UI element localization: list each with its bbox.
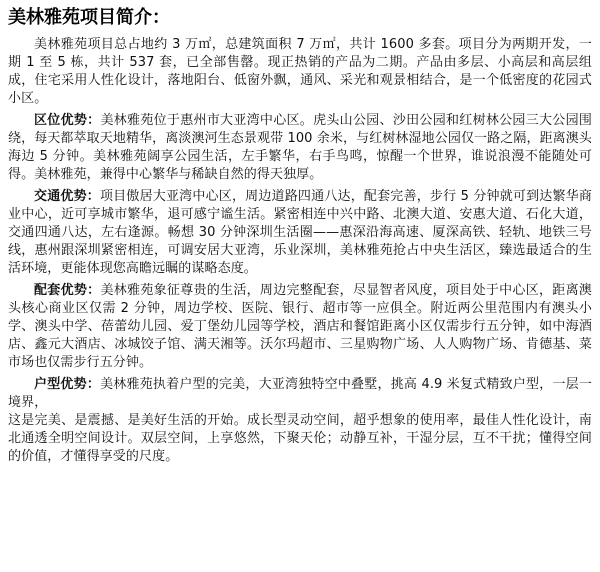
location-advantage-label: 区位优势： [34, 113, 101, 128]
amenities-advantage-text: 美林雅苑象征尊贵的生活，周边完整配套，尽显智者风度，项目处于中心区，距离澳头核心商业区仅需 2 分钟，周边学校、医院、银行、超市等一应俱全。附近两公里范围内有澳头小学、澳头中学、蓓蕾幼儿园、爱丁堡幼儿园等学校，酒店和餐馆距离小区仅需步行五分钟，如中海酒店、鑫元大酒店、冰城饺子馆、满天湘等。沃尔玛超市、三星购物广场、人人购物广场、肯德基、菜市场也仅需步行五分钟。 [8, 283, 592, 370]
document-title: 美林雅苑项目简介： [8, 7, 170, 28]
location-advantage-text: 美林雅苑位于惠州市大亚湾中心区。虎头山公园、沙田公园和红树林公园三大公园围绕，每天都萃取天地精华，离淡澳河生态景观带 100 余米，与红树林湿地公园仅一路之隔，距离澳头海边 5 分钟。美林雅苑阔享公园生活，左手繁华，右手鸟鸣，惊醒一个世界，谁说浪漫不能随处可得。美林雅苑，兼得中心繁华与稀缺自然的得天独厚。 [8, 113, 592, 182]
intro-paragraph: 美林雅苑项目总占地约 3 万㎡，总建筑面积 7 万㎡，共计 1600 多套。项目分为两期开发，一期 1 至 5 栋，共计 537 套，已全部售罄。现正热销的产品为二期。产品由多层、小高层和高层组成，住宅采用人性化设计，落地阳台、低窗外飘，通风、采光和观景相结合，是一个低密度的花园式小区。 [8, 37, 592, 106]
layout-advantage-text: 美林雅苑执着户型的完美，大亚湾独特空中叠墅，挑高 4.9 米复式精致户型，一层一境界， [8, 377, 592, 410]
transport-advantage-paragraph [8, 188, 592, 278]
amenities-advantage-paragraph [8, 282, 592, 372]
location-advantage-paragraph [8, 112, 592, 184]
amenities-advantage-label: 配套优势： [34, 283, 101, 298]
transport-advantage-text: 项目傲居大亚湾中心区，周边道路四通八达，配套完善，步行 5 分钟就可到达繁华商业中心，近可享城市繁华，退可感宁谧生活。紧密相连中兴中路、北澳大道、安惠大道、石化大道，交通四通八达，左右逢源。畅想 30 分钟深圳生活圈——惠深沿海高速、厦深高铁、轻轨、地铁三号线，惠州跟深圳紧密相连，可调安居大亚湾，乐业深圳，美林雅苑抢占中央生活区，臻选最适合的生活环境，更能体现您高瞻远瞩的谋略态度。 [8, 189, 592, 276]
layout-advantage-label: 户型优势： [34, 377, 101, 392]
layout-advantage-paragraph [8, 376, 592, 412]
transport-advantage-label: 交通优势： [34, 189, 100, 204]
closing-paragraph: 这是完美、是震撼、是美好生活的开始。成长型灵动空间，超乎想象的使用率，最佳人性化设计，南北通透全明空间设计。双层空间，上享悠然，下聚天伦；动静互补，干湿分层，互不干扰；懂得空间的价值，才懂得享受的尺度。 [8, 413, 592, 464]
